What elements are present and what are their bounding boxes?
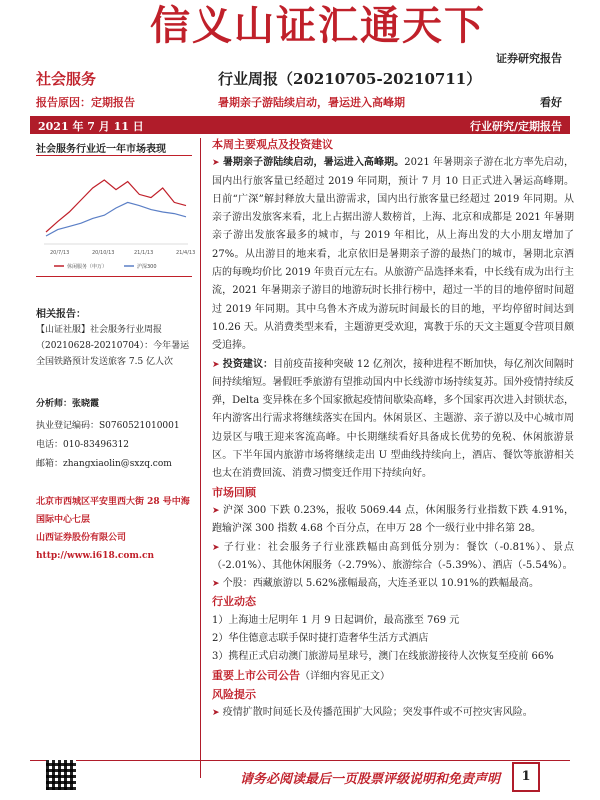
- company-heading-line: [212, 667, 574, 686]
- invest-paragraph: [212, 356, 574, 484]
- x-tick-label: 21/4/13: [176, 250, 196, 256]
- performance-chart: [36, 155, 196, 277]
- x-tick-label: 21/1/13: [134, 250, 154, 256]
- market-heading: 市场回顾: [212, 485, 256, 499]
- market-text-3: 个股：西藏旅游以 5.62%涨幅最高，大连圣亚以 10.91%的跌幅最高。: [222, 578, 539, 590]
- report-category: 行业研究/定期报告: [469, 120, 562, 133]
- related-heading: 相关报告：: [36, 309, 86, 320]
- company-note: （详细内容见正文）: [300, 670, 390, 682]
- main-content: [212, 136, 574, 723]
- company-logo-slogan: 信义山证汇通天下: [150, 2, 486, 49]
- related-report-link[interactable]: 【山证社服】社会服务行业周报（20210628-20210704）：今年暑运全国铁路预计发送旅客 7.5 亿人次: [36, 325, 190, 367]
- summary-text: 2021 年暑期亲子游在北方率先启动，国内出行旅客量已经超过 2019 年同期，预计 7 月 10 日正式进入暑运高峰期。日前“广深”解封释放大量出游需求，国内出行旅客量已经超过 2019 年同期。从亲子游出发旅客来看，北上占据出游人数榜首，上海、北京和成都是 2021 年暑期亲子游出发旅客最多的城市，与 2019 年相比，从上海出发的大小朋友增加了 27%。从出游目的地来看，北京依旧是暑期亲子游的最热门的城市，暑期北京酒店的每晚均价比 2019 年贵百元左右。从旅游产品选择来看，中长线有成为出行主流，2021 年暑期亲子游目的地游玩时长排行榜中，超过一半的目的地停留时间超过 2019 年同期。其中乌鲁木齐成为游玩时间最长的目的地，平均停留时间达到 10.26 天。从消费类型来看，主题游更受欢迎，寓教于乐的天文主题夏令营项目颇受追捧。: [212, 157, 574, 352]
- arrow-icon: ➤: [212, 359, 220, 370]
- invest-text: 目前疫苗接种突破 12 亿剂次，接种进程不断加快，每亿剂次间隔时间持续缩短。暑假旺季旅游有望推动国内中长线游市场持续复苏。国外疫情持续反弹，Delta 变异株在多个国家掀起疫情间歇染高峰，多个国家再次进入封锁状态，年内游客出行需求将继续落实在国内。休闲景区、主题游、亲子游以及中心城市周边景区与哦王迎来客流高峰。中长期继续看好具备成长优势的免税、休闲旅游景区。下半年国内旅游市场将继续走出 U 型曲线持续向上，酒店、餐饮等旅游相关也太在消费回流、消费习惯变迁作用下持续向好。: [212, 358, 574, 480]
- x-tick-label: 20/7/13: [50, 250, 70, 256]
- report-reason: 报告原因：定期报告: [36, 96, 135, 109]
- market-text-1: 沪深 300 下跌 0.23%，报收 5069.44 点，休闲服务行业指数下跌 4.91%，跑输沪深 300 指数 4.68 个百分点，在申万 28 个一级行业中排名第 28。: [212, 504, 575, 535]
- report-headline: 暑期亲子游陆续启动，暑运进入高峰期: [218, 96, 405, 109]
- report-date: 2021 年 7 月 11 日: [38, 120, 144, 133]
- email[interactable]: 邮箱：zhangxiaolin@sxzq.com: [36, 459, 172, 469]
- series-line-1: [46, 202, 186, 236]
- arrow-icon: ➤: [212, 708, 220, 719]
- phone: 电话：010-83496312: [36, 440, 130, 450]
- market-item: [212, 575, 574, 593]
- analyst: 分析师：张晓霞: [36, 399, 100, 409]
- date-bar: [30, 116, 570, 134]
- footer-disclaimer: 请务必阅读最后一页股票评级说明和免责声明: [240, 772, 501, 787]
- legend-label: 休闲服务（申万）: [67, 264, 108, 270]
- news-heading: 行业动态: [212, 595, 256, 609]
- series-line-0: [46, 180, 186, 232]
- report-title: 行业周报（20210705-20210711）: [218, 70, 482, 88]
- arrow-icon: ➤: [212, 158, 220, 169]
- arrow-icon: ➤: [212, 579, 220, 590]
- market-item: [212, 502, 574, 539]
- report-type: 证券研究报告: [496, 52, 562, 65]
- address: 北京市西城区平安里西大街 28 号中海国际中心七层: [36, 497, 190, 525]
- chart-svg: [36, 156, 196, 276]
- qr-code-icon: [46, 760, 76, 790]
- news-item: 2）华住德意志联手保时捷打造奢华生活方式酒店: [212, 633, 429, 645]
- news-item: 3）携程正式启动澳门旅游局星球号，澳门在线旅游接待人次恢复至疫前 66%: [212, 651, 554, 663]
- company-heading: 重要上市公司公告: [212, 668, 300, 682]
- arrow-icon: ➤: [212, 505, 220, 516]
- x-tick-label: 20/10/13: [92, 250, 115, 256]
- risk-text: 疫情扩散时间延长及传播范围扩大风险；突发事件或不可控灾害风险。: [222, 707, 533, 719]
- website[interactable]: http://www.i618.com.cn: [36, 551, 155, 561]
- summary-heading: 本周主要观点及投资建议: [212, 138, 333, 151]
- column-divider: [200, 138, 201, 778]
- company-name: 山西证券股份有限公司: [36, 533, 127, 543]
- page-number: 1: [512, 762, 540, 792]
- chart-title: 社会服务行业近一年市场表现: [36, 144, 166, 155]
- news-item: 1）上海迪士尼明年 1 月 9 日起调价，最高涨至 769 元: [212, 614, 460, 626]
- summary-paragraph: [212, 154, 574, 355]
- footer-divider: [30, 760, 570, 761]
- market-text-2: 子行业：社会服务子行业涨跌幅由高到低分别为：餐饮（-0.81%）、景点（-2.01%）、其他休闲服务（-2.79%）、旅游综合（-5.39%）、酒店（-5.54%）。: [212, 541, 574, 571]
- invest-lead: 投资建议：: [222, 358, 274, 370]
- market-item: [212, 539, 574, 576]
- summary-lead: 暑期亲子游陆续启动，暑运进入高峰期。: [222, 157, 405, 169]
- risk-heading: 风险提示: [212, 687, 256, 701]
- legend-label: 沪深300: [137, 264, 157, 270]
- arrow-icon: ➤: [212, 542, 220, 553]
- cert-number: 执业登记编码：S0760521010001: [36, 421, 180, 431]
- rating: 看好: [540, 96, 562, 109]
- risk-item: [212, 704, 574, 722]
- address-block: [36, 493, 192, 565]
- sector-name: 社会服务: [36, 70, 97, 88]
